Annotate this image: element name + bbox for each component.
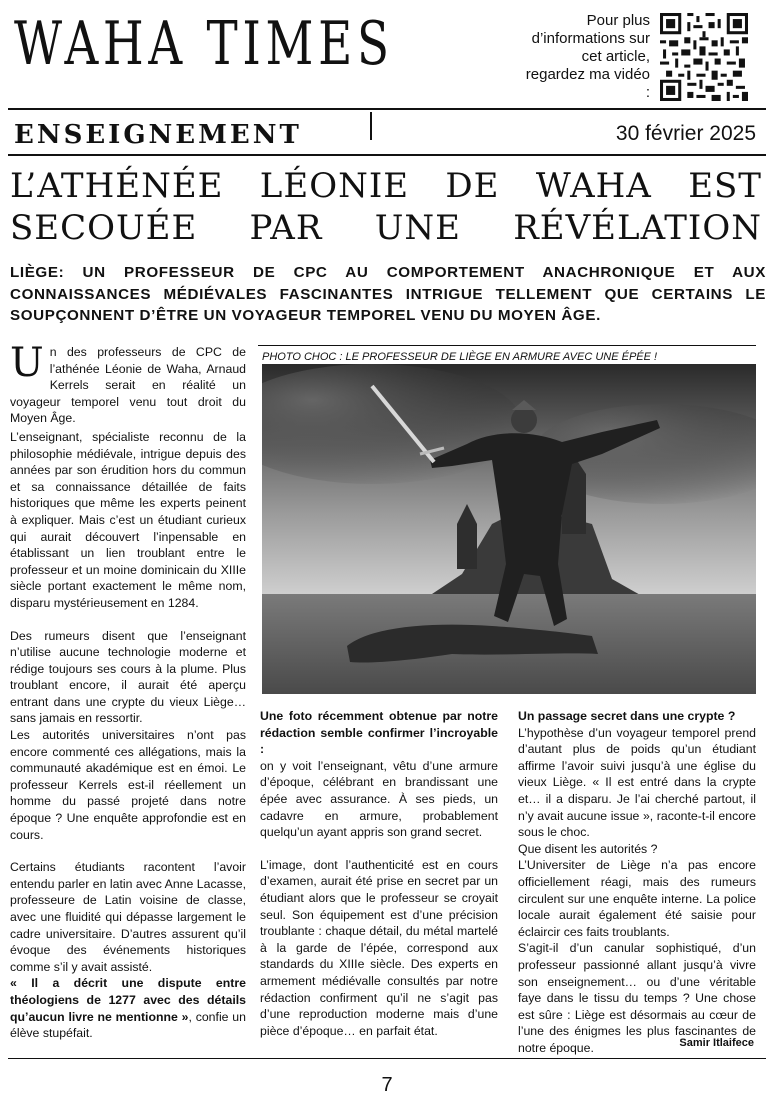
col1-quote-paragraph [10, 975, 246, 1041]
pull-quote: « Il a décrit une dispute entre théologiens de 1277 avec des détails qu’aucun livre ne mentionne » [10, 976, 246, 1024]
col1-paragraph-5: Certains étudiants racontent l’avoir entendu parler en latin avec Anne Lacasse, professeure de Latin voisine de classe, avec une fluidité qui dépasse largement le cadre universitaire. D’autres assurent qu’il évoque des événements historiques comme s’il y avait assisté. [10, 860, 246, 974]
headline: L’ATHÉNÉE LÉONIE DE WAHA EST SECOUÉE PAR UNE RÉVÉLATION [10, 166, 762, 248]
col3-paragraph-4: S’agit-il d’un canular sophistiqué, d’un professeur passionné allant jusqu’à vivre son enseignement… ou d’une véritable faye dans le tissu du temps ? Une chose est sûre : Liège est désormais au cœur de l’une des énigmes les plus fascinantes de notre époque. [518, 941, 756, 1055]
col1-paragraph-2: L’enseignant, spécialiste reconnu de la philosophie médiévale, intrigue depuis des années par son érudition hors du commun et sa connaissance détaillée de faits historiques que même les experts peinent à expliquer. Mais c’est un étudiant curieux qui aurait découvert l’inpensable en établissant un lien troublant entre le professeur et un moine dominicain du XIIIe siècle portant exactement le même nom, disparu mystérieusement en 1284. [10, 429, 246, 610]
deck: LIÈGE: UN PROFESSEUR DE CPC AU COMPORTEMENT ANACHRONIQUE ET AUX CONNAISSANCES MÉDIÉVALES FASCINANTES INTRIGUE TELLEMENT QUE CERTAINS LE SOUPÇONNENT D’ÊTRE UN VOYAGEUR TEMPOREL VENU DU MOYEN ÂGE. [10, 264, 766, 324]
knight-photo [262, 364, 756, 694]
issue-date: 30 février 2025 [615, 122, 756, 145]
col2-paragraph-2: L’image, dont l’authenticité est en cours d’examen, aurait été prise en secret par un étudiant alors que le professeur se croyait seul. Son équipement est d’une précision troublante : chaque détail, du métal martelé à la garde de l’épée, correspond aux standards du XIIIe siècle. Des experts en armement médiévalle consultés par notre rédaction confirment qu’il ne s’agit pas d’une reproduction moderne mais d’une pièce d’époque… en parfait état. [260, 857, 498, 1038]
col1-paragraph-3: Des rumeurs disent que l’enseignant n’utilise aucune technologie moderne et rédige toujours ses cours à la plume. Plus troublant encore, il aurait été aperçu entrant dans une crypte du vieux Liège… sans jamais en ressortir. [10, 628, 246, 726]
photo-caption: PHOTO CHOC : LE PROFESSEUR DE LIÈGE EN ARMURE AVEC UNE ÉPÉE ! [262, 351, 658, 363]
col3-paragraph-3: L’Universiter de Liège n’a pas encore officiellement réagi, mais des rumeurs circulent sur une enquête interne. La police locale aurait également été saisie pour éclaircir ces faits troublants. [518, 858, 756, 939]
col1-paragraph-1: n des professeurs de CPC de l’athénée Léonie de Waha, Arnaud Kerrels serait en réalité un voyageur temporel venu tout droit du Moyen Âge. [10, 345, 246, 426]
masthead-rule [8, 108, 766, 110]
footer-rule [8, 1058, 766, 1059]
page-number: 7 [381, 1074, 393, 1096]
column-3 [518, 708, 756, 1056]
photo-top-rule [258, 345, 756, 346]
byline: Samir Itlaifece [679, 1037, 754, 1049]
col3-paragraph-2: Que disent les autorités ? [518, 841, 658, 856]
masthead-title: WAHA TIMES [14, 9, 394, 79]
qr-caption: Pour plus d’informations sur cet article, regardez ma vidéo : [525, 12, 650, 101]
section-label: ENSEIGNEMENT [14, 120, 302, 150]
qr-code-icon[interactable] [660, 12, 748, 102]
col3-paragraph-1: L’hypothèse d’un voyageur temporel prend d’autant plus de poids qu’un étudiant affirme l’avoir suivi jusqu’à une église du vieux Liège. « Il est entré dans la crypte et… il a disparu. Je l’ai cherché partout, il n’y avait aucune issue », raconte-t-il encore sous le choc. [518, 725, 756, 840]
section-rule [8, 154, 766, 156]
quote-attribution: , confie un élève stupéfait. [10, 1009, 246, 1041]
col3-heading: Un passage secret dans une crypte ? [518, 709, 736, 723]
section-divider [370, 112, 372, 140]
col2-heading: Une foto récemment obtenue par notre rédaction semble confirmer l’incroyable : [260, 709, 498, 757]
column-2 [260, 708, 498, 1039]
col2-paragraph-1: on y voit l’enseignant, vêtu d’une armure d’époque, célébrant en brandissant une épée avec assurance. À ses pieds, un cadavre en armure, probablement quelqu’un ayant appris son grand secret. [260, 758, 498, 840]
drop-cap: U [10, 340, 44, 386]
col1-paragraph-4: Les autorités universitaires n’ont pas encore commenté ces allégations, mais la communauté akadémique est en émoi. Le professeur Kerrels est-il réellement un homme du passé projeté dans notre époque ? Une enquête approfondie est en cours. [10, 728, 246, 842]
column-1 [10, 340, 246, 1042]
